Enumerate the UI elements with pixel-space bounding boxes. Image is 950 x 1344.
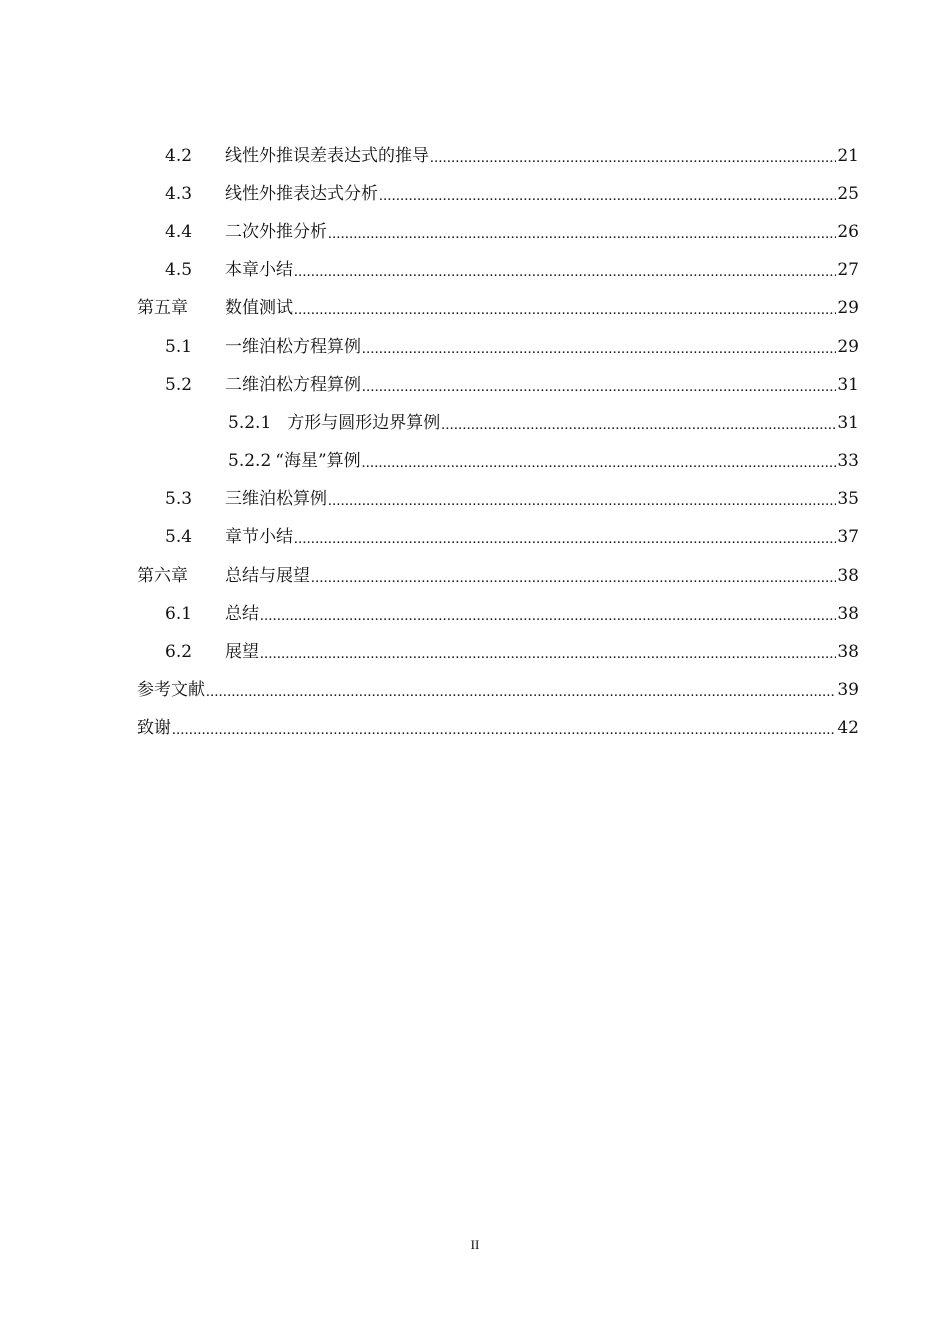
dot-leader [328,225,836,242]
toc-entry-6-1[interactable] [137,595,859,633]
dot-leader [294,263,836,280]
toc-entry-4-3[interactable] [137,175,859,213]
toc-entry-page: 25 [837,183,859,204]
toc-entry-page: 37 [837,527,859,548]
dot-leader [260,607,836,624]
toc-entry-number: 5.4 [165,527,193,548]
dot-leader [362,454,837,471]
toc-entry-number: 5.2.2 [228,451,272,472]
toc-entry-title: 线性外推表达式分析 [225,183,378,204]
toc-entry-number: 4.5 [165,260,193,281]
toc-entry-chapter-5[interactable] [137,290,859,328]
toc-entry-number: 6.1 [165,603,193,624]
dot-leader [430,149,836,166]
toc-entry-page: 38 [837,565,859,586]
toc-entry-title: 线性外推误差表达式的推导 [225,145,429,166]
toc-entry-acknowledgements[interactable] [137,710,859,748]
toc-entry-title: 二次外推分析 [225,221,327,242]
toc-entry-page: 42 [837,718,859,739]
toc-entry-page: 27 [837,260,859,281]
toc-entry-number: 5.3 [165,489,193,510]
toc-entry-title: 总结与展望 [225,565,310,586]
page-number-footer: II [470,1237,480,1252]
toc-entry-number: 5.2 [165,374,193,395]
dot-leader [294,301,836,318]
toc-entry-number: 4.2 [165,145,193,166]
toc-entry-5-1[interactable] [137,328,859,366]
toc-entry-number: 5.2.1 [228,412,272,433]
toc-entry-page: 21 [837,145,859,166]
toc-entry-title: 数值测试 [225,298,293,319]
dot-leader [379,187,836,204]
toc-entry-title: 一维泊松方程算例 [225,336,361,357]
toc-entry-page: 29 [837,298,859,319]
toc-entry-5-3[interactable] [137,481,859,519]
toc-entry-6-2[interactable] [137,633,859,671]
toc-entry-number: 4.4 [165,221,193,242]
dot-leader [311,569,836,586]
toc-entry-title: 三维泊松算例 [225,489,327,510]
toc-entry-number: 5.1 [165,336,193,357]
toc-entry-title: 参考文献 [137,680,205,701]
table-of-contents [137,137,859,748]
toc-entry-number: 4.3 [165,183,193,204]
toc-entry-title: 方形与圆形边界算例 [287,412,441,433]
toc-entry-page: 31 [837,374,859,395]
toc-entry-title: 致谢 [137,718,171,739]
toc-entry-4-2[interactable] [137,137,859,175]
toc-entry-5-2-2[interactable] [137,443,859,481]
toc-entry-4-5[interactable] [137,252,859,290]
dot-leader [362,378,836,395]
toc-entry-4-4[interactable] [137,213,859,251]
toc-entry-number: 第五章 [137,298,188,319]
dot-leader [294,530,836,547]
toc-entry-page: 26 [837,221,859,242]
dot-leader [172,721,836,738]
toc-entry-page: 35 [837,489,859,510]
toc-entry-page: 33 [837,451,859,472]
toc-entry-5-2-1[interactable] [137,404,859,442]
dot-leader [362,340,836,357]
toc-entry-page: 38 [837,642,859,663]
toc-entry-title: 展望 [225,642,259,663]
dot-leader [328,492,836,509]
dot-leader [260,645,836,662]
toc-entry-page: 38 [837,603,859,624]
toc-entry-page: 29 [837,336,859,357]
toc-entry-references[interactable] [137,672,859,710]
dot-leader [206,683,836,700]
toc-entry-page: 39 [837,680,859,701]
toc-entry-title: 章节小结 [225,527,293,548]
toc-entry-title: 总结 [225,603,259,624]
toc-entry-number: 6.2 [165,642,193,663]
toc-entry-5-4[interactable] [137,519,859,557]
toc-entry-title: 本章小结 [225,260,293,281]
toc-entry-number: 第六章 [137,565,188,586]
dot-leader [441,416,836,433]
toc-entry-title: “海星”算例 [275,451,361,472]
toc-entry-chapter-6[interactable] [137,557,859,595]
toc-entry-page: 31 [837,412,859,433]
toc-entry-title: 二维泊松方程算例 [225,374,361,395]
toc-entry-5-2[interactable] [137,366,859,404]
